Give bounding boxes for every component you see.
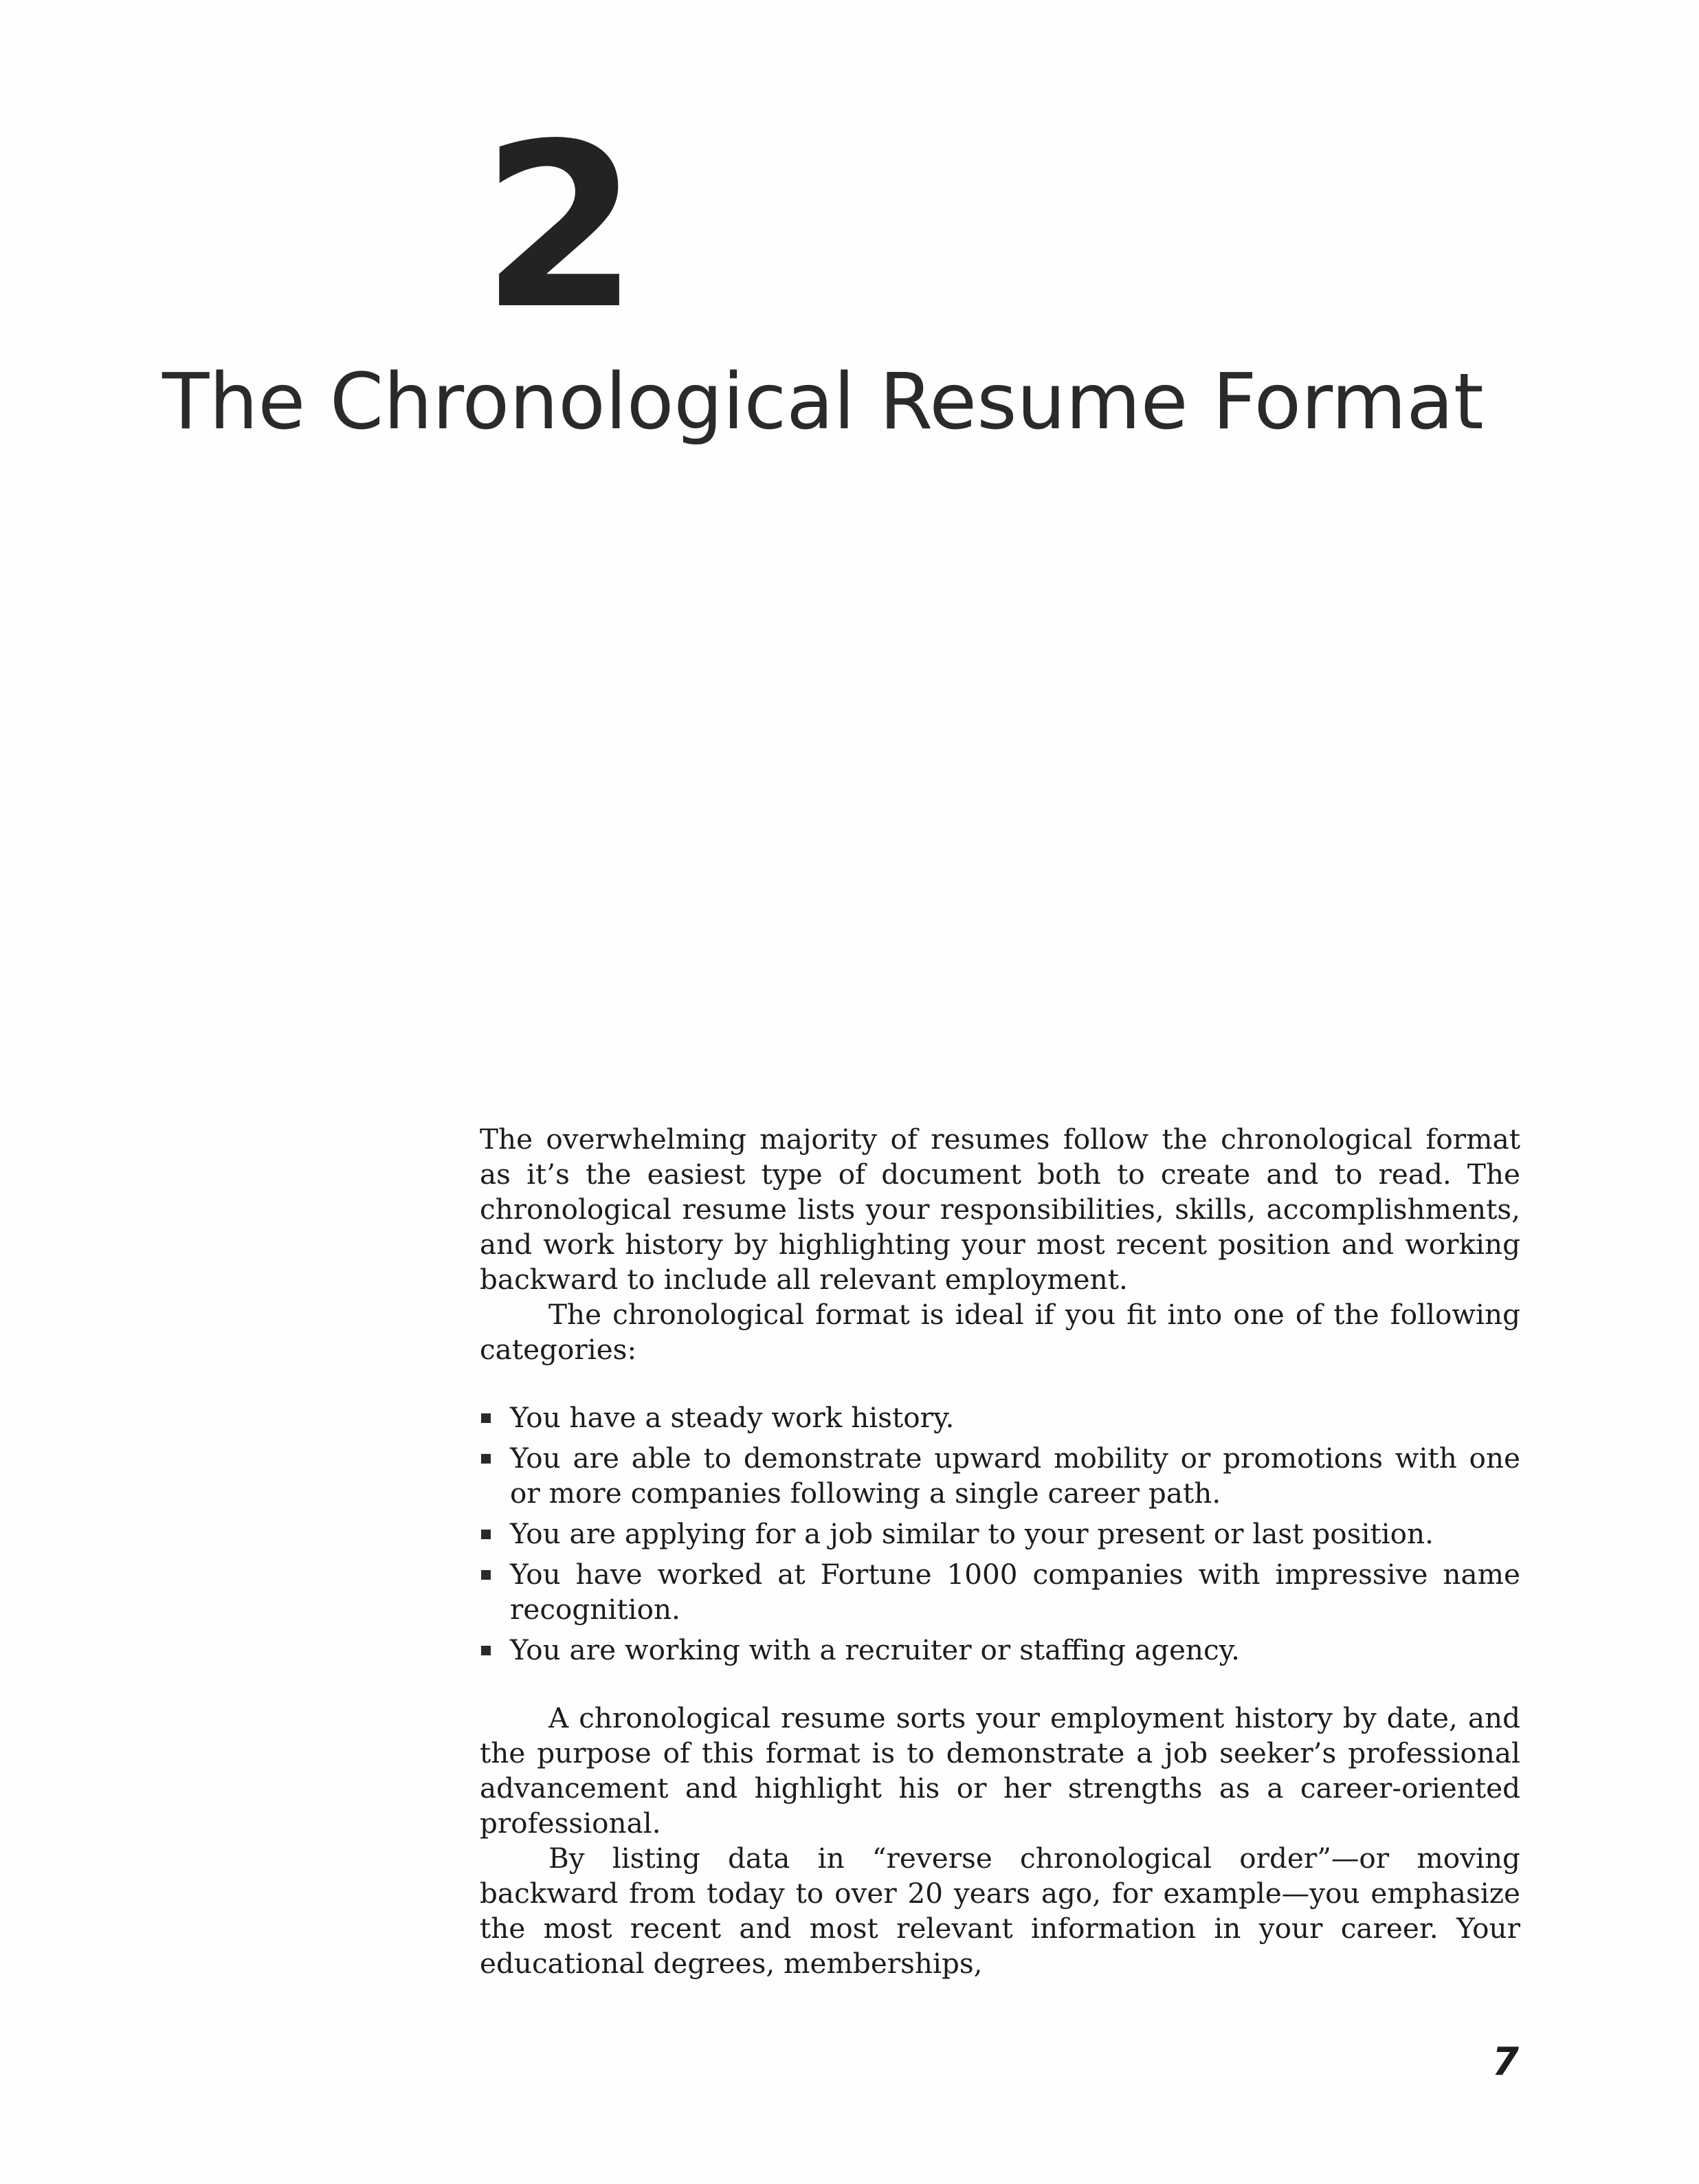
list-item (480, 1557, 1520, 1627)
list-item-text: You are working with a recruiter or staffing agency. (510, 1633, 1241, 1666)
list-item (480, 1441, 1520, 1511)
reverse-paragraph: By listing data in “reverse chronological order”—or moving backward from today to over 20 years ago, for example—you emphasize the most recent and most relevant information in your career. Your educational degrees, memberships, (480, 1842, 1520, 1980)
square-bullet-icon (481, 1454, 491, 1464)
list-item-text: You are applying for a job similar to your present or last position. (510, 1517, 1434, 1550)
list-item (480, 1400, 1520, 1435)
square-bullet-icon (481, 1646, 491, 1655)
page-number: 7 (1492, 2040, 1519, 2084)
square-bullet-icon (481, 1530, 491, 1539)
list-item-text: You have worked at Fortune 1000 companies with impressive name recognition. (510, 1558, 1520, 1626)
ideal-paragraph: The chronological format is ideal if you fit into one of the following categories: (480, 1298, 1520, 1366)
sort-paragraph: A chronological resume sorts your employment history by date, and the purpose of this format is to demonstrate a job seeker’s professional advancement and highlight his or her strengths as a career-oriented professional. (480, 1701, 1520, 1840)
list-item (480, 1633, 1520, 1668)
square-bullet-icon (481, 1570, 491, 1580)
square-bullet-icon (481, 1413, 491, 1423)
intro-paragraph: The overwhelming majority of resumes follow the chronological format as it’s the easiest type of document both to create and to read. The chronological resume lists your responsibilities, skills, accomplishments, and work history by highlighting your most recent position and working backward to include all relevant employment. (480, 1123, 1520, 1296)
body-text (480, 1122, 1520, 1981)
chapter-title: The Chronological Resume Format (162, 357, 1484, 447)
chapter-number: 2 (481, 95, 639, 359)
list-item-text: You have a steady work history. (510, 1401, 955, 1434)
list-item (480, 1516, 1520, 1552)
list-item-text: You are able to demonstrate upward mobility or promotions with one or more companies following a single career path. (510, 1442, 1520, 1510)
bullet-list (480, 1400, 1520, 1668)
